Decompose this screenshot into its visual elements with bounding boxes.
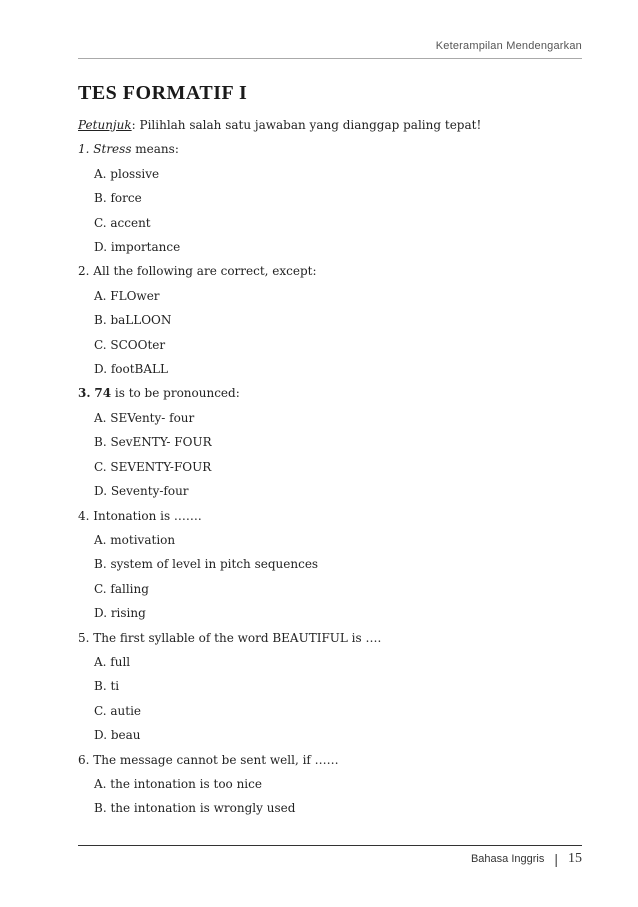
option: D. Seventy-four [94,484,189,499]
option: B. ti [94,679,120,694]
footer-separator: | [554,851,558,867]
option: C. SCOOter [94,337,166,352]
question-text: The first syllable of the word BEAUTIFUL is …. [93,630,382,645]
question-emphasis: Stress [93,142,132,157]
page-footer [471,851,582,867]
option: A. plossive [94,166,160,181]
option: A. the intonation is too nice [94,776,262,791]
footer-book-title: Bahasa Inggris [470,853,545,865]
question-2 [78,259,578,283]
option: B. system of level in pitch sequences [94,557,319,572]
option: B. SevENTY- FOUR [94,435,212,450]
header-divider [78,58,582,59]
option: A. FLOwer [94,288,160,303]
option: D. rising [94,606,146,621]
option: C. SEVENTY-FOUR [94,459,212,474]
question-number: 6. [78,752,90,767]
instruction [78,113,578,137]
option: C. falling [94,581,149,596]
question-emphasis: 74 [94,386,112,401]
question-number: 5. [78,630,90,645]
page-title: TES FORMATIF I [78,82,248,104]
instruction-label: Petunjuk [78,118,132,132]
question-text: All the following are correct, except: [93,264,317,279]
question-text: The message cannot be sent well, if …… [93,752,339,767]
option: A. SEVenty- four [94,410,195,425]
option: A. full [94,654,131,669]
question-4 [78,504,578,528]
question-5 [78,626,578,650]
option: A. motivation [94,532,176,547]
option: D. footBALL [94,362,168,377]
question-text: Intonation is ……. [93,508,202,523]
question-number: 3. [78,386,91,401]
footer-divider [78,845,582,846]
running-header: Keterampilan Mendengarkan [435,40,582,52]
instruction-text: : Pilihlah salah satu jawaban yang dianggap paling tepat! [131,118,482,132]
question-number: 2. [78,264,90,279]
question-text: means: [131,142,179,157]
option: B. baLLOON [94,313,172,328]
option: B. force [94,191,142,206]
option: C. autie [94,703,142,718]
option: C. accent [94,215,151,230]
question-3 [78,381,578,405]
question-number: 1. [78,142,90,157]
option: D. beau [94,728,141,743]
question-6 [78,748,578,772]
question-1 [78,137,578,161]
page-number: 15 [568,851,582,866]
test-content [78,113,578,821]
question-number: 4. [78,508,90,523]
option: D. importance [94,240,181,255]
option: B. the intonation is wrongly used [94,801,296,816]
question-text: is to be pronounced: [111,386,240,401]
